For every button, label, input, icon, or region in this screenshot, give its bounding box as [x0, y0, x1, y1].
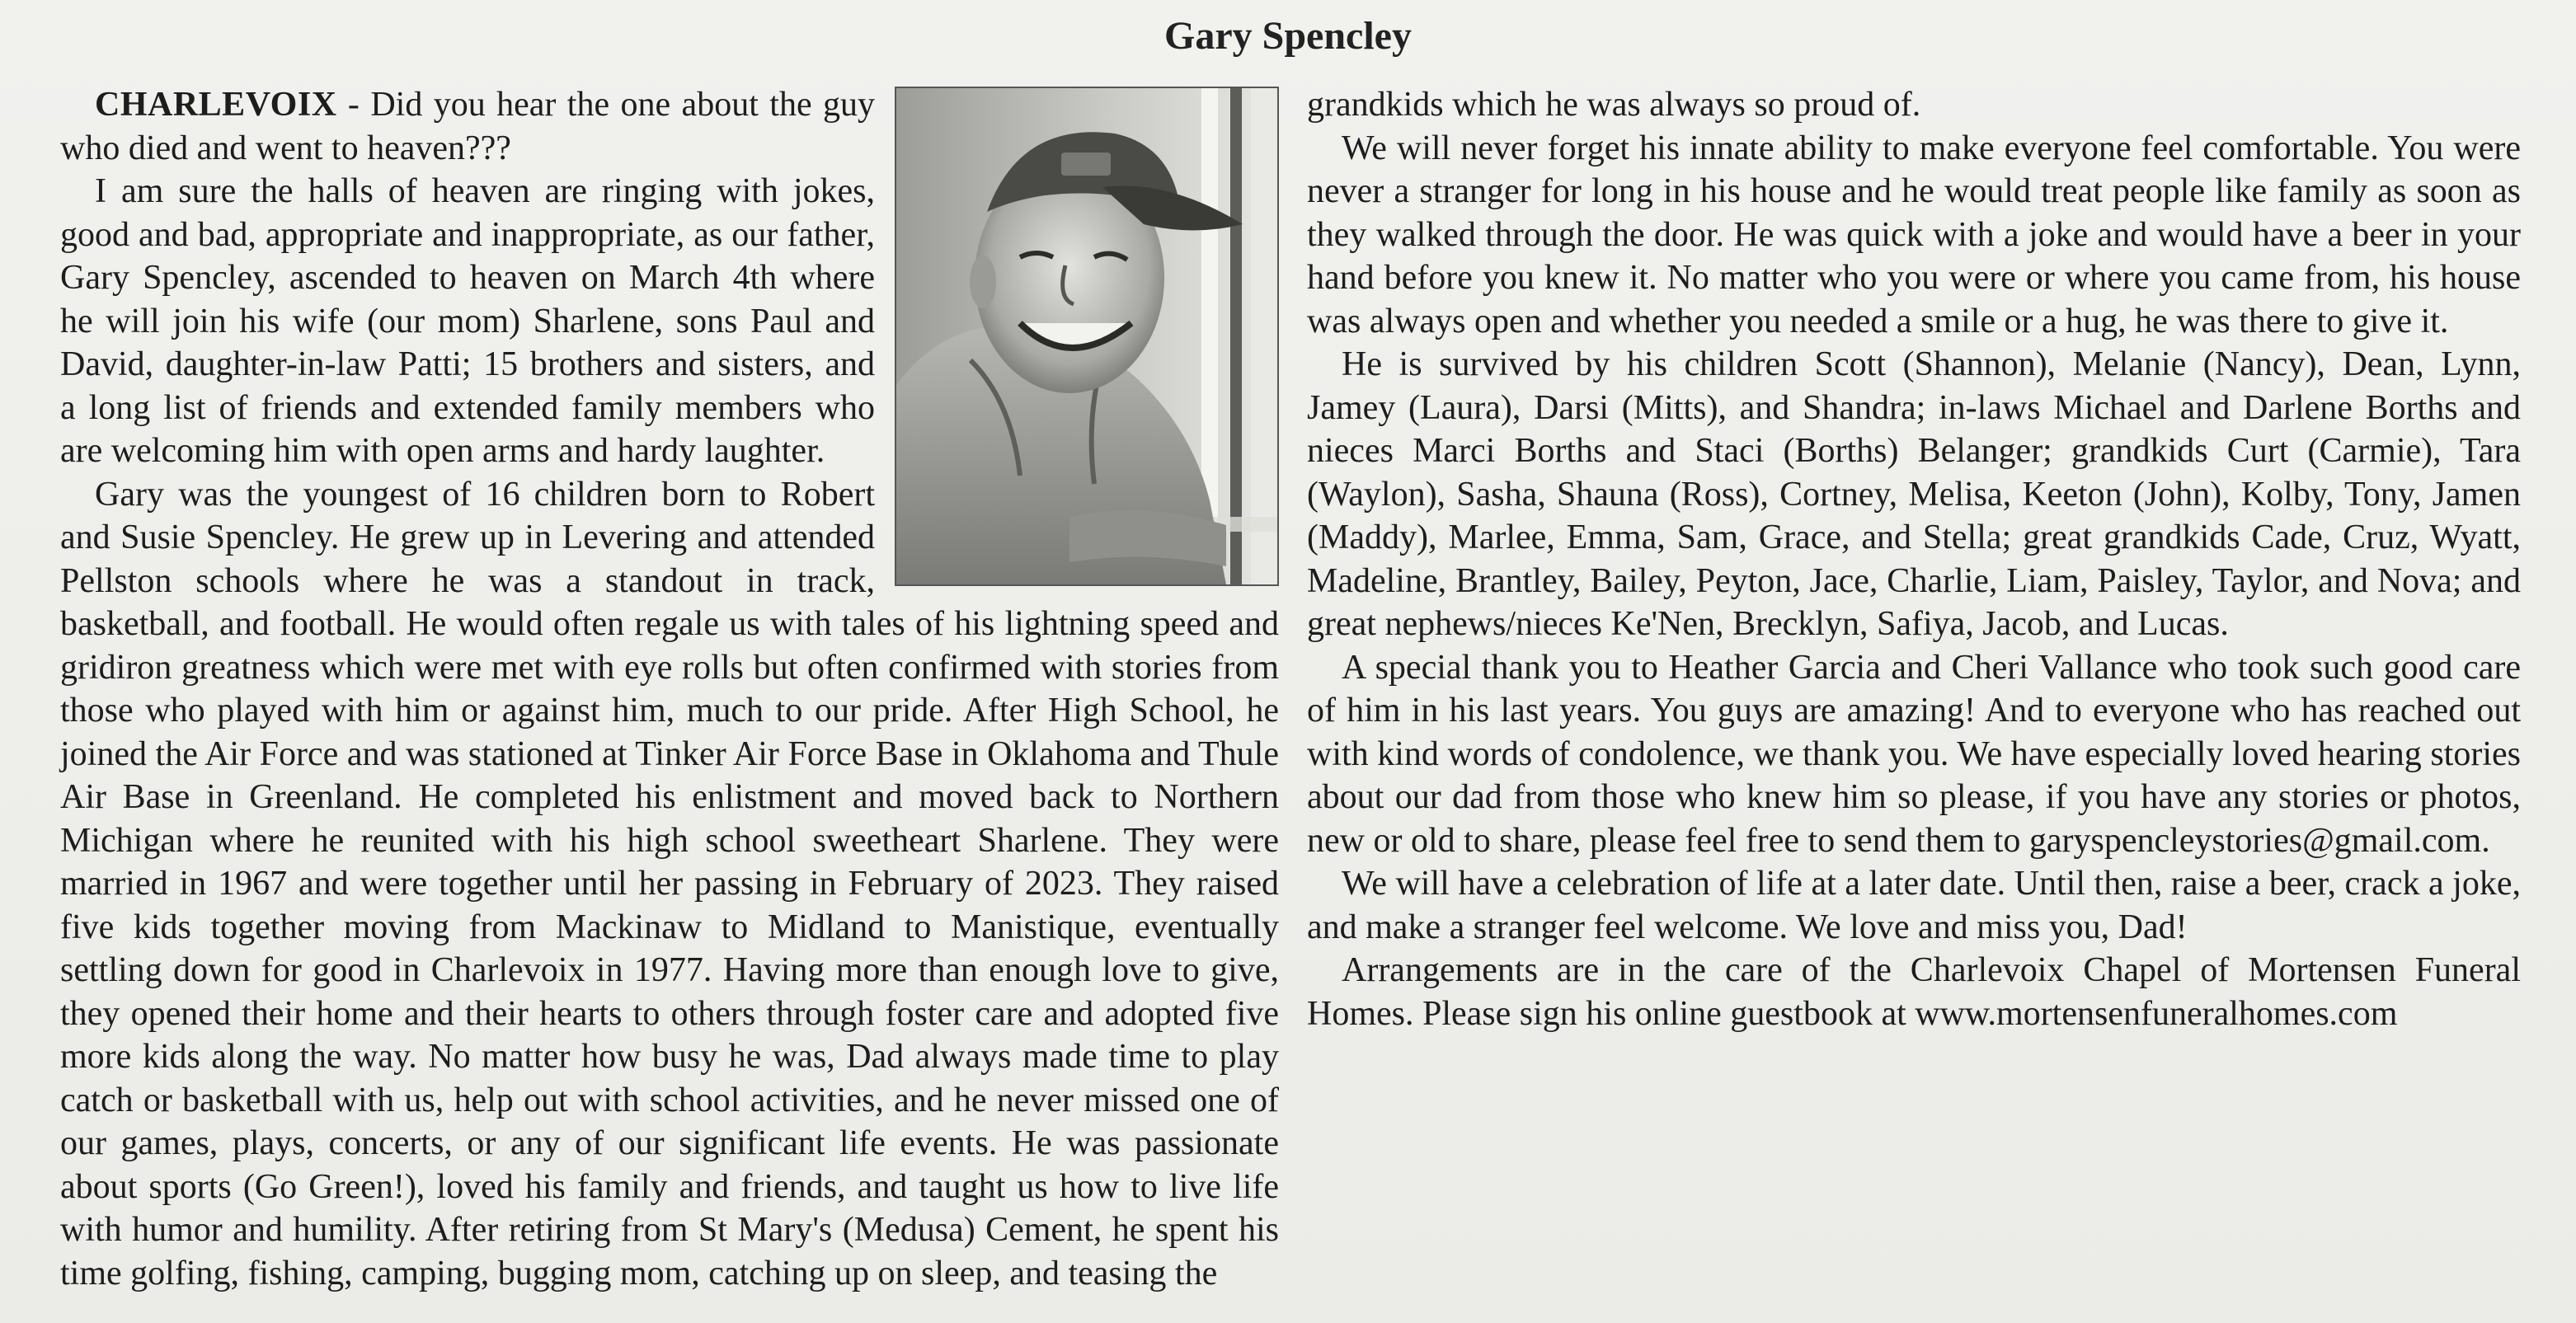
paragraph-2: I am sure the halls of heaven are ringing with jokes, good and bad, appropriate and inappropriate, as our father, Gary Spencley, ascended to heaven on March 4th where he will join his wife (our mom) Sharlene, sons Paul and David, daughter-in-law Patti; 15 brothers and sisters, and a long list of friends and extended family members who are welcoming him with open arms and hardy laughter.	[60, 172, 875, 470]
paragraph-7: We will have a celebration of life at a later date. Until then, raise a beer, crack a joke, and make a stranger feel welcome. We love and miss you, Dad!	[1307, 865, 2521, 946]
paragraph-1-text: - Did you hear the one about the guy who died and went to heaven???	[60, 86, 875, 167]
paragraph-6: A special thank you to Heather Garcia and Cheri Vallance who took such good care of him in his last years. You guys are amazing! And to everyone who has reached out with kind words of condolence, we thank you. We have especially loved hearing stories about our dad from those who knew him so please, if you have any stories or photos, new or old to share, please feel free to send them to garyspencleystories@gmail.com.	[1307, 648, 2521, 860]
dateline: CHARLEVOIX	[95, 86, 337, 124]
paragraph-8: Arrangements are in the care of the Charlevoix Chapel of Mortensen Funeral Homes. Please sign his online guestbook at www.mortensenfuneralhomes.com	[1307, 951, 2521, 1033]
obituary-title: Gary Spencley	[1164, 14, 1412, 58]
portrait-photo	[895, 87, 1279, 586]
right-column	[1307, 83, 2521, 1035]
paragraph-4: We will never forget his innate ability to make everyone feel comfortable. You were never a stranger for long in his house and he would treat people like family as soon as they walked through the door. He was quick with a joke and would have a beer in your hand before you knew it. No matter who you were or where you came from, his house was always open and whether you needed a smile or a hug, he was there to give it.	[1307, 129, 2521, 340]
left-column	[60, 83, 1279, 1295]
paragraph-5: He is survived by his children Scott (Shannon), Melanie (Nancy), Dean, Lynn, Jamey (Laura), Darsi (Mitts), and Shandra; in-laws Michael and Darlene Borths and nieces Marci Borths and Staci (Borths) Belanger; grandkids Curt (Carmie), Tara (Waylon), Sasha, Shauna (Ross), Cortney, Melisa, Keeton (John), Kolby, Tony, Jamen (Maddy), Marlee, Emma, Sam, Grace, and Stella; great grandkids Cade, Cruz, Wyatt, Madeline, Brantley, Bailey, Peyton, Jace, Charlie, Liam, Paisley, Taylor, and Nova; and great nephews/nieces Ke'Nen, Brecklyn, Safiya, Jacob, and Lucas.	[1307, 345, 2521, 643]
paragraph-3-continued: grandkids which he was always so proud of.	[1307, 86, 1921, 124]
portrait-photo-drawing	[896, 88, 1277, 584]
paragraph-3: Gary was the youngest of 16 children born to Robert and Susie Spencley. He grew up in Levering and attended Pellston schools where he was a standout in track, basketball, and football. He would often regale us with tales of his lightning speed and gridiron greatness which were met with eye rolls but often confirmed with stories from those who played with him or against him, much to our pride. After High School, he joined the Air Force and was stationed at Tinker Air Force Base in Oklahoma and Thule Air Base in Greenland. He completed his enlistment and moved back to Northern Michigan where he reunited with his high school sweetheart Sharlene. They were married in 1967 and were together until her passing in February of 2023. They raised five kids together moving from Mackinaw to Midland to Manistique, eventually settling down for good in Charlevoix in 1977. Having more than enough love to give, they opened their home and their hearts to others through foster care and adopted five more kids along the way. No matter how busy he was, Dad always made time to play catch or basketball with us, help out with school activities, and he never missed one of our games, plays, concerts, or any of our significant life events. He was passionate about sports (Go Green!), loved his family and friends, and taught us how to live life with humor and humility. After retiring from St Mary's (Medusa) Cement, he spent his time golfing, fishing, camping, bugging mom, catching up on sleep, and teasing the	[60, 475, 1279, 1293]
